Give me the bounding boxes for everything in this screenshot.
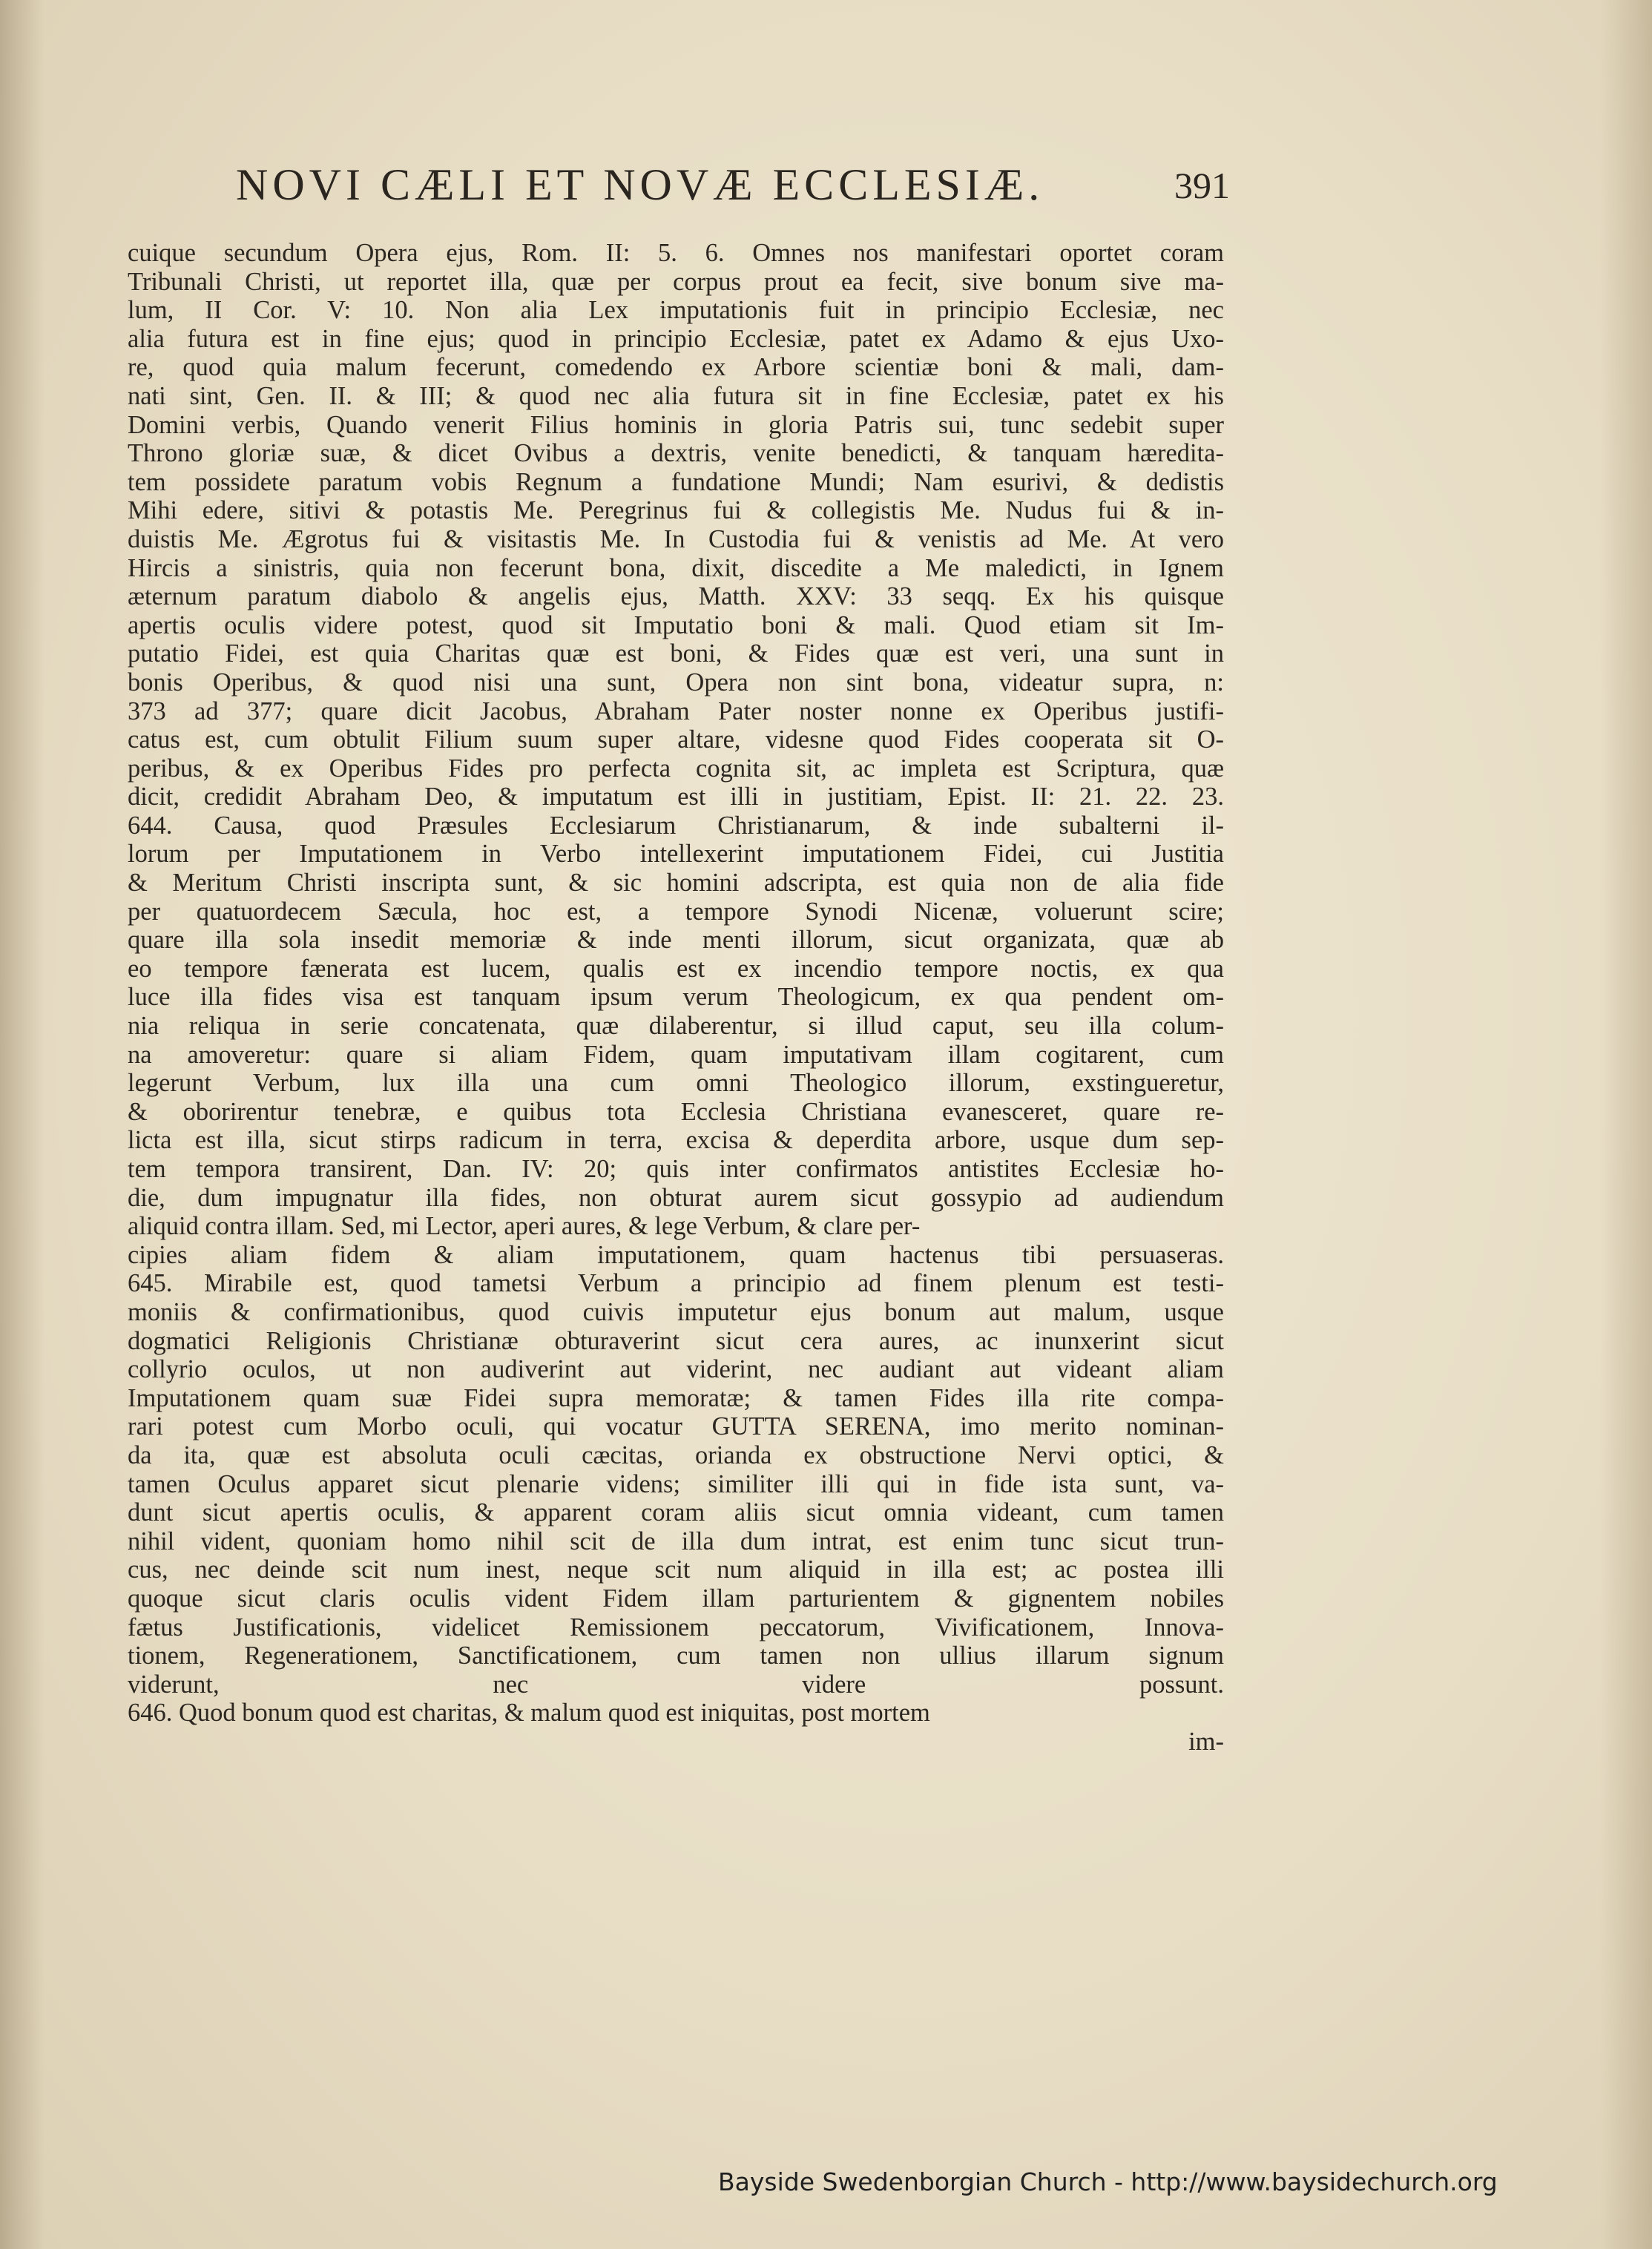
- text-line: dicit, credidit Abraham Deo, & imputatum est illi in justitiam, Epist. II: 21. 22. 23.: [128, 783, 1224, 811]
- text-line: nihil vident, quoniam homo nihil scit de illa dum intrat, est enim tunc sicut trun-: [128, 1527, 1224, 1555]
- text-line: Throno gloriæ suæ, & dicet Ovibus a dextris, venite benedicti, & tanquam hæredita-: [128, 439, 1224, 468]
- text-line: licta est illa, sicut stirps radicum in terra, excisa & deperdita arbore, usque dum sep-: [128, 1126, 1224, 1155]
- footer-credit: Bayside Swedenborgian Church - http://www.baysidechurch.org: [718, 2167, 1498, 2196]
- text-line: tem possidete paratum vobis Regnum a fundatione Mundi; Nam esurivi, & dedistis: [128, 467, 1224, 496]
- text-line: Hircis a sinistris, quia non fecerunt bona, dixit, discedite a Me maledicti, in Ignem: [128, 553, 1224, 582]
- text-line: tionem, Regenerationem, Sanctificationem, cum tamen non ullius illarum signum: [128, 1642, 1224, 1670]
- text-line: per quatuordecem Sæcula, hoc est, a tempore Synodi Nicenæ, voluerunt scire;: [128, 897, 1224, 926]
- text-line: 645. Mirabile est, quod tametsi Verbum a principio ad finem plenum est testi-: [128, 1269, 1224, 1298]
- page-edge-shadow: [1600, 0, 1652, 2249]
- running-head: NOVI CÆLI ET NOVÆ ECCLESIÆ.: [236, 160, 1044, 209]
- text-line: da ita, quæ est absoluta oculi cæcitas, orianda ex obstructione Nervi optici, &: [128, 1440, 1224, 1469]
- page-header: [236, 159, 1230, 219]
- text-line: 646. Quod bonum quod est charitas, & malum quod est iniquitas, post mortem: [128, 1699, 930, 1728]
- text-line: Imputationem quam suæ Fidei supra memoratæ; & tamen Fides illa rite compa-: [128, 1383, 1224, 1412]
- text-line: moniis & confirmationibus, quod cuivis imputetur ejus bonum aut malum, usque: [128, 1297, 1224, 1326]
- text-line: rari potest cum Morbo oculi, qui vocatur GUTTA SERENA, imo merito nominan-: [128, 1412, 1224, 1441]
- text-line: & Meritum Christi inscripta sunt, & sic homini adscripta, est quia non de alia fide: [128, 869, 1224, 898]
- text-line: dunt sicut apertis oculis, & apparent coram aliis sicut omnia videant, cum tamen: [128, 1498, 1224, 1527]
- text-line: quare illa sola insedit memoriæ & inde menti illorum, sicut organizata, quæ ab: [128, 926, 1224, 955]
- text-line: cuique secundum Opera ejus, Rom. II: 5. 6. Omnes nos manifestari oportet coram: [128, 239, 1224, 267]
- text-line: quoque sicut claris oculis vident Fidem illam parturientem & gignentem nobiles: [128, 1584, 1224, 1613]
- body-text: [128, 239, 1224, 1756]
- text-line: aliquid contra illam. Sed, mi Lector, aperi aures, & lege Verbum, & clare per-: [128, 1212, 921, 1241]
- text-line: die, dum impugnatur illa fides, non obturat aurem sicut gossypio ad audiendum: [128, 1183, 1224, 1212]
- text-line: fætus Justificationis, videlicet Remissionem peccatorum, Vivificationem, Innova-: [128, 1613, 1224, 1642]
- text-line: collyrio oculos, ut non audiverint aut viderint, nec audiant aut videant aliam: [128, 1355, 1224, 1384]
- text-line: Mihi edere, sitivi & potastis Me. Peregrinus fui & collegistis Me. Nudus fui & in-: [128, 496, 1224, 525]
- text-line: Domini verbis, Quando venerit Filius hominis in gloria Patris sui, tunc sedebit super: [128, 410, 1224, 439]
- text-line: im-: [1188, 1727, 1224, 1756]
- text-line: æternum paratum diabolo & angelis ejus, Matth. XXV: 33 seqq. Ex his quisque: [128, 582, 1224, 611]
- text-line: duistis Me. Ægrotus fui & visitastis Me. In Custodia fui & venistis ad Me. At vero: [128, 524, 1224, 553]
- text-line: 644. Causa, quod Præsules Ecclesiarum Christianarum, & inde subalterni il-: [128, 811, 1224, 840]
- text-line: re, quod quia malum fecerunt, comedendo ex Arbore scientiæ boni & mali, dam-: [128, 353, 1224, 382]
- text-line: 373 ad 377; quare dicit Jacobus, Abraham Pater noster nonne ex Operibus justifi-: [128, 697, 1224, 725]
- text-line: bonis Operibus, & quod nisi una sunt, Opera non sint bona, videatur supra, n:: [128, 668, 1224, 697]
- text-line: cipies aliam fidem & aliam imputationem, quam hactenus tibi persuaseras.: [128, 1240, 1224, 1269]
- text-line: peribus, & ex Operibus Fides pro perfecta cognita sit, ac impleta est Scriptura, quæ: [128, 754, 1224, 783]
- text-line: lum, II Cor. V: 10. Non alia Lex imputationis fuit in principio Ecclesiæ, nec: [128, 296, 1224, 325]
- text-line: eo tempore fænerata est lucem, qualis est ex incendio tempore noctis, ex qua: [128, 954, 1224, 983]
- text-line: na amoveretur: quare si aliam Fidem, quam imputativam illam cogitarent, cum: [128, 1040, 1224, 1069]
- spine-shadow: [0, 0, 45, 2249]
- text-line: lorum per Imputationem in Verbo intellexerint imputationem Fidei, cui Justitia: [128, 840, 1224, 869]
- text-line: & oborirentur tenebræ, e quibus tota Ecclesia Christiana evanesceret, quare re-: [128, 1097, 1224, 1126]
- page-number: 391: [1174, 165, 1230, 206]
- text-line: apertis oculis videre potest, quod sit Imputatio boni & mali. Quod etiam sit Im-: [128, 610, 1224, 639]
- text-line: tamen Oculus apparet sicut plenarie videns; similiter illi qui in fide ista sunt, va-: [128, 1469, 1224, 1498]
- text-line: dogmatici Religionis Christianæ obturaverint sicut cera aures, ac inunxerint sicut: [128, 1326, 1224, 1355]
- text-line: nia reliqua in serie concatenata, quæ dilaberentur, si illud caput, seu illa colum-: [128, 1012, 1224, 1041]
- text-line: legerunt Verbum, lux illa una cum omni Theologico illorum, exstingueretur,: [128, 1069, 1224, 1098]
- text-line: catus est, cum obtulit Filium suum super altare, videsne quod Fides cooperata sit O-: [128, 725, 1224, 754]
- text-line: alia futura est in fine ejus; quod in principio Ecclesiæ, patet ex Adamo & ejus Uxo-: [128, 324, 1224, 353]
- text-line: nati sint, Gen. II. & III; & quod nec alia futura sit in fine Ecclesiæ, patet ex his: [128, 381, 1224, 410]
- text-line: viderunt, nec videre possunt.: [128, 1670, 1224, 1699]
- text-line: putatio Fidei, est quia Charitas quæ est boni, & Fides quæ est veri, una sunt in: [128, 639, 1224, 668]
- text-line: Tribunali Christi, ut reportet illa, quæ per corpus prout ea fecit, sive bonum sive ma-: [128, 267, 1224, 296]
- text-line: luce illa fides visa est tanquam ipsum verum Theologicum, ex qua pendent om-: [128, 983, 1224, 1012]
- text-line: cus, nec deinde scit num inest, neque scit num aliquid in illa est; ac postea illi: [128, 1555, 1224, 1584]
- text-line: tem tempora transirent, Dan. IV: 20; quis inter confirmatos antistites Ecclesiæ ho-: [128, 1155, 1224, 1183]
